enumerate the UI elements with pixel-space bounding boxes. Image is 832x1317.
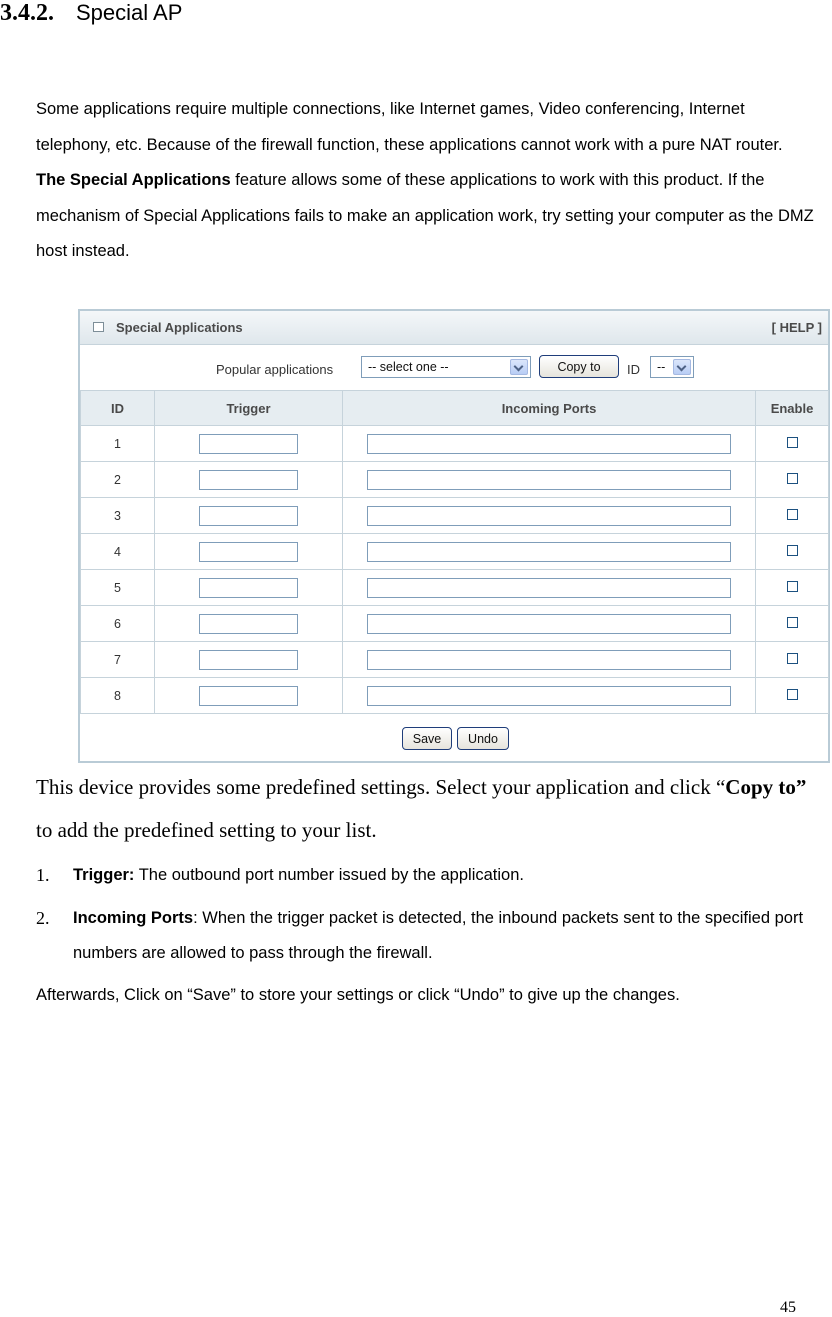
trigger-input[interactable] xyxy=(199,470,298,490)
popular-applications-value: -- select one -- xyxy=(368,360,449,374)
popular-applications-select[interactable] xyxy=(361,356,531,378)
document-icon xyxy=(93,322,104,332)
chevron-down-icon xyxy=(510,359,528,375)
enable-checkbox[interactable] xyxy=(787,653,798,664)
row-id: 3 xyxy=(81,498,155,534)
incoming-ports-input[interactable] xyxy=(367,542,731,562)
list-term: Trigger: xyxy=(73,866,135,884)
header-enable: Enable xyxy=(756,391,829,426)
incoming-ports-input[interactable] xyxy=(367,650,731,670)
list-number: 1. xyxy=(36,865,50,885)
list-desc: The outbound port number issued by the application. xyxy=(134,866,524,884)
intro-text-2: feature allows some of these applications to work with this product. If the mechanism of Special Applications fails to make an application work, try setting your computer as the DMZ host instead. xyxy=(36,171,814,260)
table-row xyxy=(81,678,829,714)
table-row xyxy=(81,570,829,606)
incoming-ports-input[interactable] xyxy=(367,470,731,490)
undo-button[interactable]: Undo xyxy=(457,727,509,750)
enable-checkbox[interactable] xyxy=(787,437,798,448)
row-id: 7 xyxy=(81,642,155,678)
after-bold: Copy to” xyxy=(725,775,807,799)
row-id: 1 xyxy=(81,426,155,462)
intro-text-1: Some applications require multiple connections, like Internet games, Video conferencing, Internet telephony, etc. Because of the firewall function, these applications cannot work with a pure NAT router. xyxy=(36,100,783,154)
popular-applications-label: Popular applications xyxy=(216,362,334,377)
id-select[interactable] xyxy=(650,356,694,378)
enable-checkbox[interactable] xyxy=(787,617,798,628)
section-title: Special AP xyxy=(76,0,183,25)
enable-checkbox[interactable] xyxy=(787,509,798,520)
header-id: ID xyxy=(81,391,155,426)
row-id: 4 xyxy=(81,534,155,570)
trigger-input[interactable] xyxy=(199,542,298,562)
row-id: 6 xyxy=(81,606,155,642)
list-desc: : When the trigger packet is detected, the inbound packets sent to the specified port numbers are allowed to pass through the firewall. xyxy=(73,909,804,962)
table-row xyxy=(81,462,829,498)
id-label: ID xyxy=(627,362,640,377)
header-trigger: Trigger xyxy=(155,391,343,426)
intro-bold: The Special Applications xyxy=(36,171,231,189)
incoming-ports-input[interactable] xyxy=(367,686,731,706)
incoming-ports-input[interactable] xyxy=(367,578,731,598)
panel-footer xyxy=(80,717,828,761)
copy-to-button[interactable]: Copy to xyxy=(539,355,619,378)
table-row xyxy=(81,606,829,642)
section-number: 3.4.2. xyxy=(0,0,54,26)
enable-checkbox[interactable] xyxy=(787,581,798,592)
after-text-2: to add the predefined setting to your list. xyxy=(36,818,377,842)
closing-paragraph: Afterwards, Click on “Save” to store your settings or click “Undo” to give up the changes. xyxy=(36,986,680,1004)
list-item xyxy=(36,858,826,893)
enable-checkbox[interactable] xyxy=(787,689,798,700)
chevron-down-icon xyxy=(673,359,691,375)
enable-checkbox[interactable] xyxy=(787,473,798,484)
list-item xyxy=(36,901,826,971)
list-number: 2. xyxy=(36,908,50,928)
id-select-value: -- xyxy=(657,360,666,374)
trigger-input[interactable] xyxy=(199,434,298,454)
row-id: 5 xyxy=(81,570,155,606)
trigger-input[interactable] xyxy=(199,578,298,598)
enable-checkbox[interactable] xyxy=(787,545,798,556)
trigger-input[interactable] xyxy=(199,506,298,526)
panel-title: Special Applications xyxy=(116,320,243,335)
help-link[interactable]: [ HELP ] xyxy=(771,320,822,335)
table-row xyxy=(81,426,829,462)
special-applications-table xyxy=(80,390,829,714)
panel-header xyxy=(80,311,828,345)
row-id: 2 xyxy=(81,462,155,498)
page-number: 45 xyxy=(780,1299,796,1316)
header-incoming-ports: Incoming Ports xyxy=(343,391,756,426)
after-text-1: This device provides some predefined settings. Select your application and click “ xyxy=(36,775,726,799)
incoming-ports-input[interactable] xyxy=(367,614,731,634)
trigger-input[interactable] xyxy=(199,686,298,706)
save-button[interactable]: Save xyxy=(402,727,452,750)
special-applications-panel xyxy=(78,309,830,763)
field-definitions-list xyxy=(36,858,826,971)
table-row xyxy=(81,534,829,570)
table-row xyxy=(81,642,829,678)
section-heading xyxy=(0,0,182,30)
table-row xyxy=(81,498,829,534)
trigger-input[interactable] xyxy=(199,614,298,634)
incoming-ports-input[interactable] xyxy=(367,434,731,454)
trigger-input[interactable] xyxy=(199,650,298,670)
row-id: 8 xyxy=(81,678,155,714)
intro-paragraph xyxy=(36,92,816,270)
table-header-row xyxy=(81,391,829,426)
incoming-ports-input[interactable] xyxy=(367,506,731,526)
predefined-settings-paragraph xyxy=(36,766,826,852)
list-term: Incoming Ports xyxy=(73,909,194,927)
